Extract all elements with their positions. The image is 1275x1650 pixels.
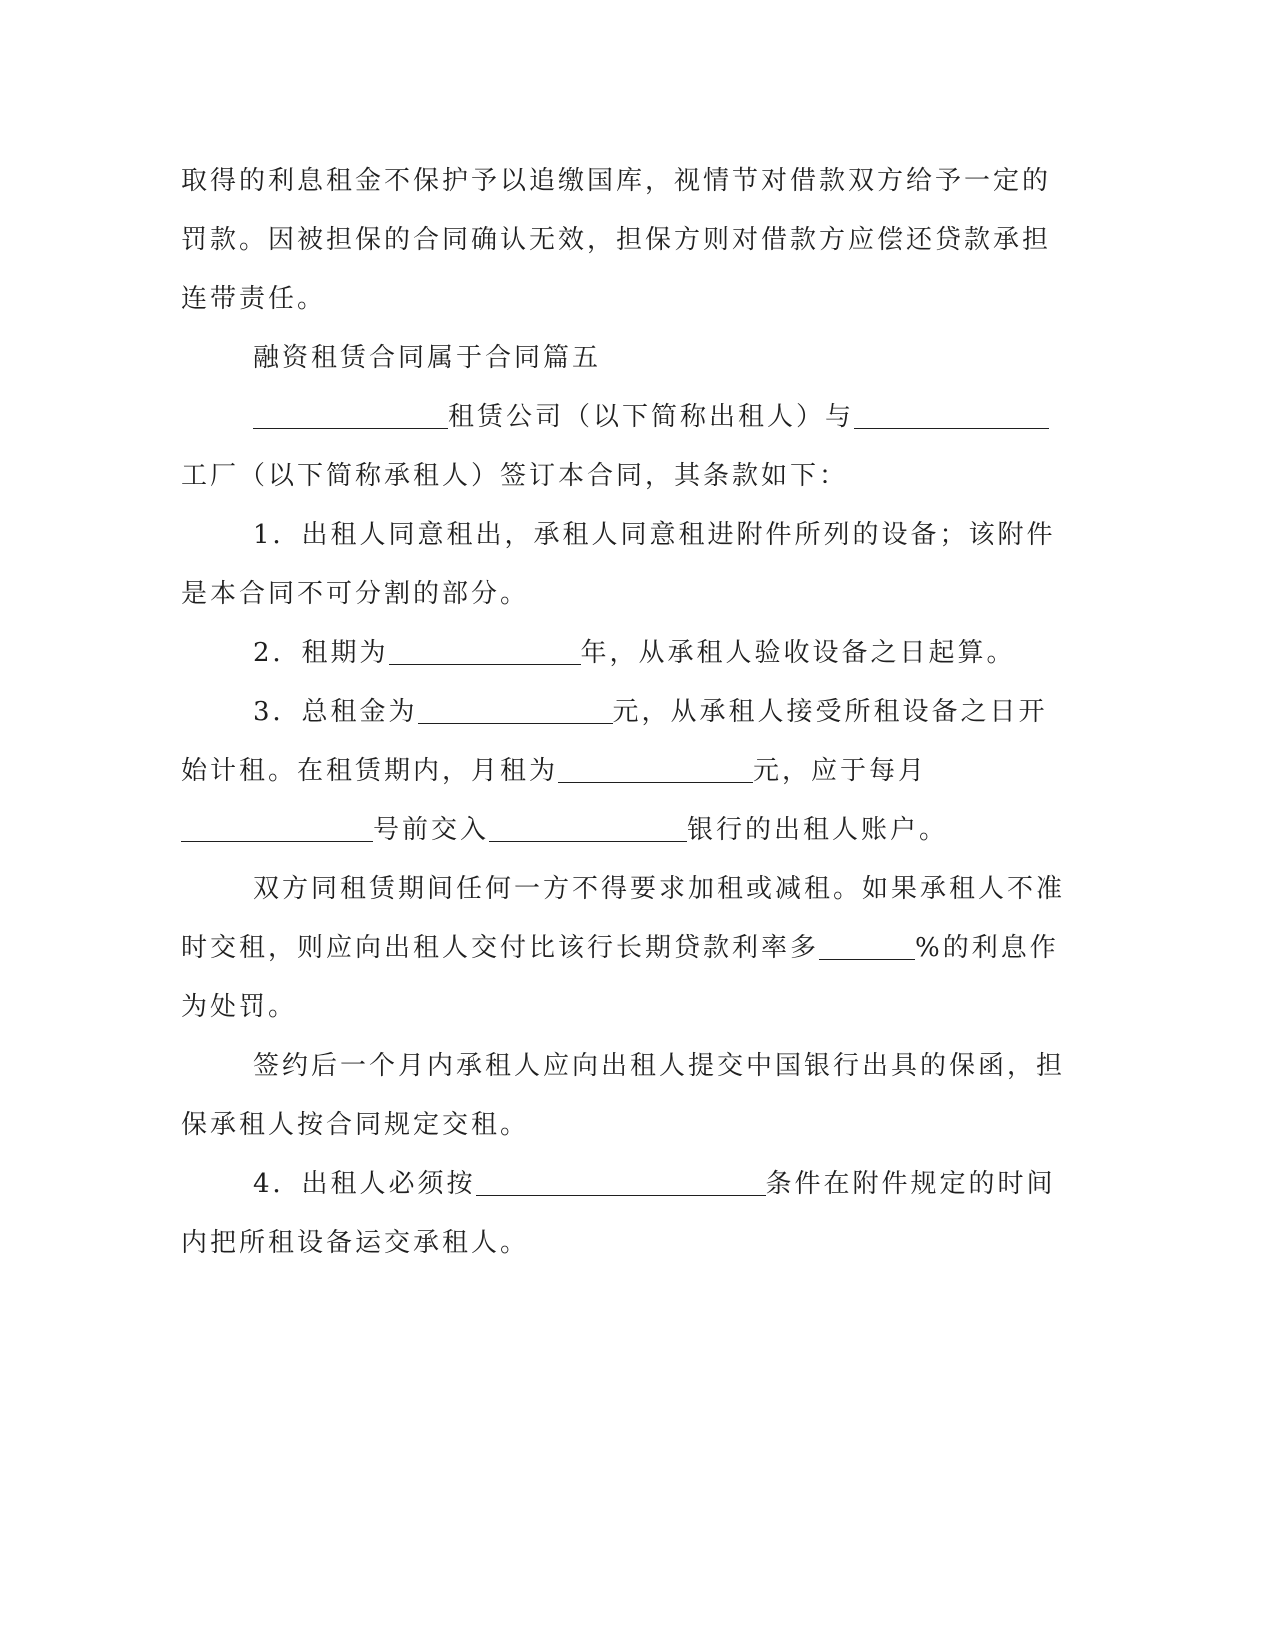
text-line: 罚款。因被担保的合同确认无效，担保方则对借款方应偿还贷款承担 (181, 225, 1052, 255)
text-line: 连带责任。 (181, 284, 327, 314)
text-line: 工厂（以下简称承租人）签订本合同，其条款如下： (181, 461, 849, 491)
term-years-blank (389, 631, 581, 665)
text-segment: 时交租，则应向出租人交付比该行长期贷款利率多 (181, 933, 820, 963)
clause-3-line (181, 683, 1048, 742)
text-line (181, 801, 1031, 860)
text-segment: 元，从承租人接受所租设备之日开 (612, 697, 1048, 727)
clause-2-line (181, 624, 1031, 683)
section-heading: 融资租赁合同属于合同篇五 (253, 343, 602, 373)
paragraph-line: 双方同租赁期间任何一方不得要求加租或减租。如果承租人不准 (253, 874, 1066, 904)
text-segment: 3．总租金为 (253, 697, 418, 727)
parties-line (181, 388, 1031, 447)
lessor-blank (253, 395, 448, 429)
total-rent-blank (418, 690, 613, 724)
text-segment: 4．出租人必须按 (253, 1169, 476, 1199)
clause-4-line (181, 1155, 1056, 1214)
text-segment: 年，从承租人验收设备之日起算。 (580, 638, 1016, 668)
clause-1-line: 1．出租人同意租出，承租人同意租进附件所列的设备；该附件 (253, 520, 1056, 550)
text-segment: 号前交入 (373, 815, 490, 845)
text-line (181, 919, 1059, 978)
text-segment: 元，应于每月 (753, 756, 928, 786)
text-segment: 条件在附件规定的时间 (765, 1169, 1056, 1199)
text-segment: 始计租。在租赁期内，月租为 (181, 756, 559, 786)
text-segment: 2．租期为 (253, 638, 389, 668)
monthly-rent-blank (558, 749, 753, 783)
document-page (181, 152, 1066, 1273)
text-line: 是本合同不可分割的部分。 (181, 579, 530, 609)
text-line: 保承租人按合同规定交租。 (181, 1110, 530, 1140)
delivery-terms-blank (476, 1162, 766, 1196)
paragraph-line: 签约后一个月内承租人应向出租人提交中国银行出具的保函，担 (253, 1051, 1066, 1081)
text-segment: %的利息作 (915, 933, 1059, 963)
text-line: 取得的利息租金不保护予以追缴国库，视情节对借款双方给予一定的 (181, 166, 1052, 196)
bank-name-blank (489, 808, 687, 842)
text-line: 为处罚。 (181, 992, 298, 1022)
text-line (181, 742, 1031, 801)
due-day-blank (181, 808, 373, 842)
interest-rate-blank (819, 926, 915, 960)
lessee-blank (854, 395, 1049, 429)
text-line: 内把所租设备运交承租人。 (181, 1228, 530, 1258)
text-segment: 租赁公司（以下简称出租人）与 (448, 402, 855, 432)
text-segment: 银行的出租人账户。 (687, 815, 949, 845)
